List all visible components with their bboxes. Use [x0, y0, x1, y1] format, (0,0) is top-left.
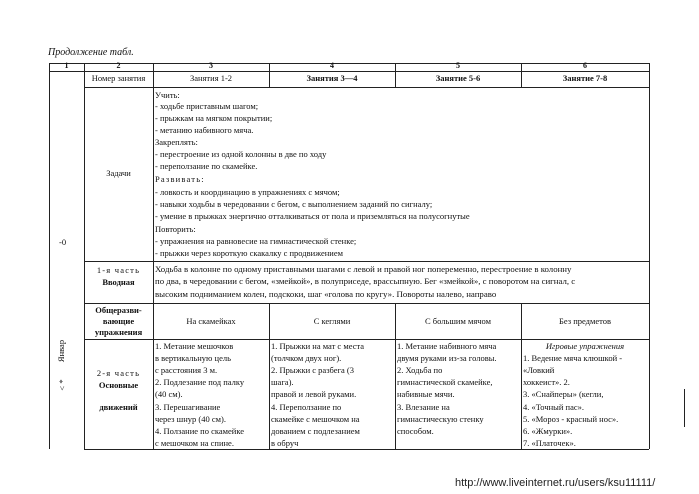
general-col: Без предметов	[558, 316, 612, 326]
task-line: - прыжки через короткую скакалку с продвижением	[155, 248, 343, 258]
table-rule	[84, 303, 649, 304]
main-col3-line: способом.	[397, 426, 434, 436]
general-label-line: упражнения	[94, 327, 143, 337]
lesson-plan-table	[49, 63, 649, 449]
task-line: Учить:	[155, 90, 180, 100]
column-number: 5	[456, 61, 460, 70]
column-number: 4	[330, 61, 334, 70]
main-col3-line: гимнастическую стенку	[397, 414, 484, 424]
general-label-line: Общеразви-	[95, 305, 142, 315]
main-col2-line: 2. Прыжки с разбега (3	[271, 365, 355, 375]
main-col4-line: 4. «Точный пас».	[523, 402, 585, 412]
main-col4-line: 6. «Жмурки».	[523, 426, 573, 436]
main-col4-line: хоккеист». 2.	[523, 377, 570, 387]
task-line: Закреплять:	[155, 137, 198, 147]
intro-part-label: 1-я часть	[96, 265, 141, 275]
main-col1-line: 4. Ползание по скамейке	[155, 426, 245, 436]
main-col2-line: дованием с подлезанием	[271, 426, 360, 436]
column-number: 3	[209, 61, 213, 70]
table-rule	[84, 449, 649, 450]
lesson-header: Занятия 3—4	[306, 73, 358, 83]
marks-label: < *	[57, 379, 67, 391]
general-label-line: вающие	[102, 316, 135, 326]
task-line: - ходьбе приставным шагом;	[155, 101, 259, 111]
margin-mark	[684, 389, 685, 427]
task-line: Повторить:	[155, 224, 196, 234]
task-line: - упражнения на равновесие на гимнастической стенке;	[155, 236, 357, 246]
task-line: - ловкость и координацию в упражнениях с мячом;	[155, 187, 340, 197]
table-rule	[84, 339, 649, 340]
watermark-url[interactable]: http://www.liveinternet.ru/users/ksu11111/	[455, 477, 656, 489]
task-line: - переползание по скамейке.	[155, 161, 258, 171]
lesson-header: Занятия 1-2	[189, 73, 233, 83]
main-part-label: 2-я часть	[96, 368, 141, 378]
main-col2-line: в обруч	[271, 438, 299, 448]
main-col2-line: правой и левой руками.	[271, 389, 357, 399]
main-col3-line: гимнастической скамейке,	[397, 377, 493, 387]
intro-text-line: высоким подниманием колен, подскоки, шаг «голова по кругу». Повороты налево, направо	[155, 289, 497, 299]
table-rule	[153, 63, 154, 449]
table-rule	[84, 87, 649, 88]
main-col1-line: 2. Подлезание под палку	[155, 377, 245, 387]
task-line: Развивать:	[155, 174, 205, 184]
main-col4-line: 3. «Снайперы» (кегли,	[523, 389, 604, 399]
table-rule	[84, 261, 649, 262]
table-rule	[84, 63, 85, 449]
main-col1-line: 3. Перешагивание	[155, 402, 221, 412]
main-col1-line: через шнур (40 см).	[155, 414, 226, 424]
table-rule	[649, 63, 650, 449]
main-col4-line: 5. «Мороз - красный нос».	[523, 414, 619, 424]
intro-text-line: Ходьба в колонне по одному приставными шагами с левой и правой ног попеременно, перестроение в колонну	[155, 264, 572, 274]
main-col2-line: шага).	[271, 377, 294, 387]
table-caption: Продолжение табл.	[48, 47, 134, 58]
task-line: - перестроение из одной колонны в две по ходу	[155, 149, 327, 159]
task-line: - метанию набивного мяча.	[155, 125, 254, 135]
month-label: Январ	[56, 339, 66, 363]
main-col3-line: 3. Влезание на	[397, 402, 450, 412]
main-col4-line: 7. «Платочек».	[523, 438, 576, 448]
tasks-label: Задачи	[106, 168, 131, 178]
column-number: 2	[116, 61, 121, 70]
intro-text-line: по два, в чередовании с бегом, «змейкой», в полуприседе, врассыпную. Бег «змейкой», с поворотом на сигнал, с	[155, 276, 576, 286]
main-col3-line: 2. Ходьба по	[397, 365, 443, 375]
general-col: С большим мячом	[424, 316, 491, 326]
general-col: На скамейках	[186, 316, 236, 326]
column-number: 6	[583, 61, 587, 70]
main-col2-line: скамейке с мешочком на	[271, 414, 360, 424]
main-col4-line: 1. Ведение мяча клюшкой -	[523, 353, 623, 363]
main-col1-line: с расстояния 3 м.	[155, 365, 218, 375]
intro-part-name: Вводная	[102, 277, 135, 287]
main-col1-line: с мешочком на спине.	[155, 438, 234, 448]
main-part-name: Основные	[98, 380, 139, 390]
main-col3-line: двумя руками из-за головы.	[397, 353, 497, 363]
main-col1-line: 1. Метание мешочков	[155, 341, 234, 351]
lesson-header: Занятие 5-6	[435, 73, 481, 83]
task-line: - умение в прыжках энергично отталкиваться от пола и приземляться на полусогнутые	[155, 211, 470, 221]
table-rule	[49, 63, 50, 449]
lesson-header: Занятие 7-8	[562, 73, 608, 83]
column-number: 1	[64, 61, 69, 70]
main-col2-line: 1. Прыжки на мат с места	[271, 341, 365, 351]
row-group-label: -0	[59, 237, 67, 247]
task-line: - прыжкам на мягком покрытии;	[155, 113, 273, 123]
main-col1-line: в вертикальную цель	[155, 353, 231, 363]
main-col1-line: (40 см).	[155, 389, 183, 399]
lesson-number-label: Номер занятия	[91, 73, 146, 83]
task-line: - навыки ходьбы в чередовании с бегом, с выполнением заданий по сигналу;	[155, 199, 433, 209]
main-col3-line: набивные мячи.	[397, 389, 455, 399]
main-col4-line: «Ловкий	[523, 365, 555, 375]
main-col3-line: 1. Метание набивного мяча	[397, 341, 497, 351]
general-col: С кеглями	[313, 316, 351, 326]
main-col2-line: (толчком двух ног).	[271, 353, 342, 363]
main-col2-line: 4. Переползание по	[271, 402, 342, 412]
games-title: Игровые упражнения	[545, 341, 625, 351]
main-part-name: движений	[99, 402, 138, 412]
